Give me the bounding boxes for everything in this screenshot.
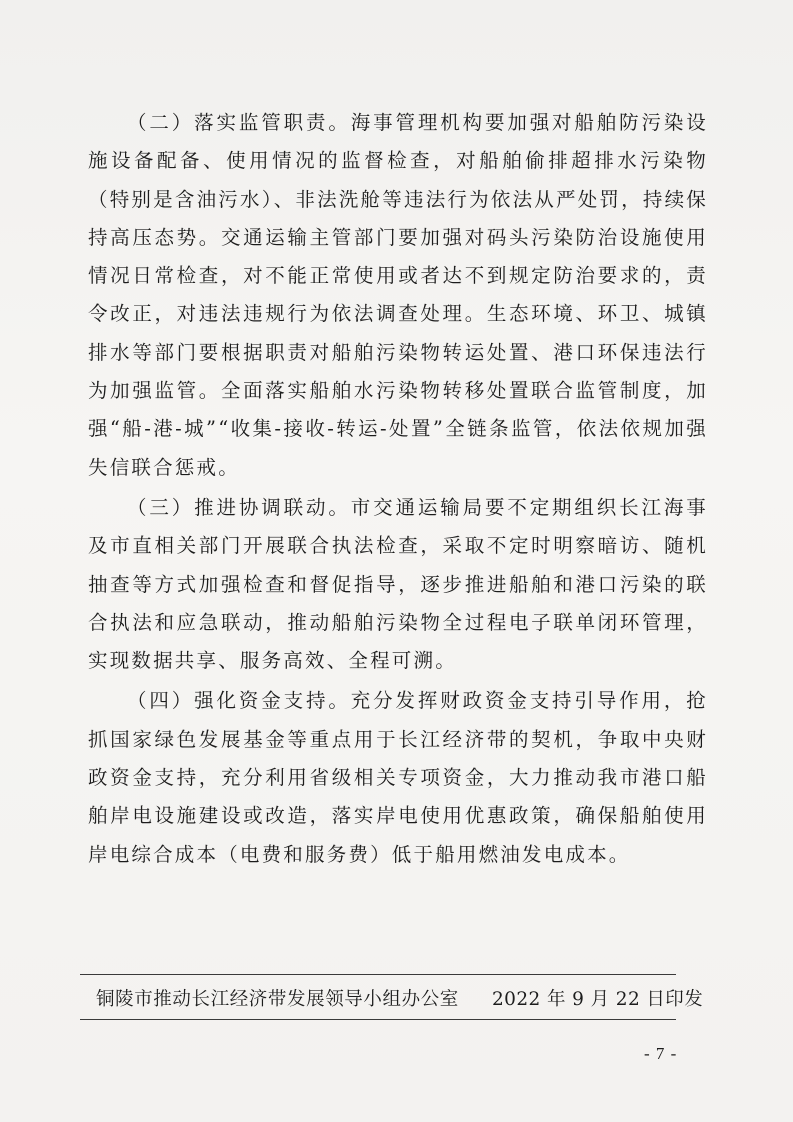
page-number: - 7 -	[644, 1044, 678, 1063]
section-heading-4: （四）强化资金支持。	[127, 689, 351, 713]
paragraph-coordination	[88, 489, 708, 680]
section-text-4: 充分发挥财政资金支持引导作用，抢抓国家绿色发展基金等重点用于长江经济带的契机，争取中央财政资金支持，充分利用省级相关专项资金，大力推动我市港口船舶岸电设施建设或改造，落实岸电使用优惠政策，确保船舶使用岸电综合成本（电费和服务费）低于船用燃油发电成本。	[88, 689, 708, 866]
footer-rule-top	[80, 974, 676, 975]
paragraph-supervision	[88, 104, 708, 487]
section-heading-3: （三）推进协调联动。	[127, 495, 351, 519]
section-text-2: 海事管理机构要加强对船舶防污染设施设备配备、使用情况的监督检查，对船舶偷排超排水污染物（特别是含油污水）、非法洗舱等违法行为依法从严处罚，持续保持高压态势。交通运输主管部门要加强对码头污染防治设施使用情况日常检查，对不能正常使用或者达不到规定防治要求的，责令改正，对违法违规行为依法调查处理。生态环境、环卫、城镇排水等部门要根据职责对船舶污染物转运处置、港口环保违法行为加强监管。全面落实船舶水污染物转移处置联合监管制度，加强“船-港-城”“收集-接收-转运-处置”全链条监管，依法依规加强失信联合惩戒。	[88, 111, 708, 479]
footer-rule-bottom	[80, 1019, 676, 1020]
section-heading-2: （二）落实监管职责。	[127, 111, 351, 134]
section-text-3: 市交通运输局要不定期组织长江海事及市直相关部门开展联合执法检查，采取不定时明察暗访、随机抽查等方式加强检查和督促指导，逐步推进船舶和港口污染的联合执法和应急联动，推动船舶污染物全过程电子联单闭环管理，实现数据共享、服务高效、全程可溯。	[88, 495, 708, 673]
paragraph-funding	[88, 682, 708, 873]
footer-print-date: 2022 年 9 月 22 日印发	[492, 989, 704, 1010]
footer-issuer: 铜陵市推动长江经济带发展领导小组办公室	[96, 989, 459, 1010]
document-body	[88, 104, 708, 876]
